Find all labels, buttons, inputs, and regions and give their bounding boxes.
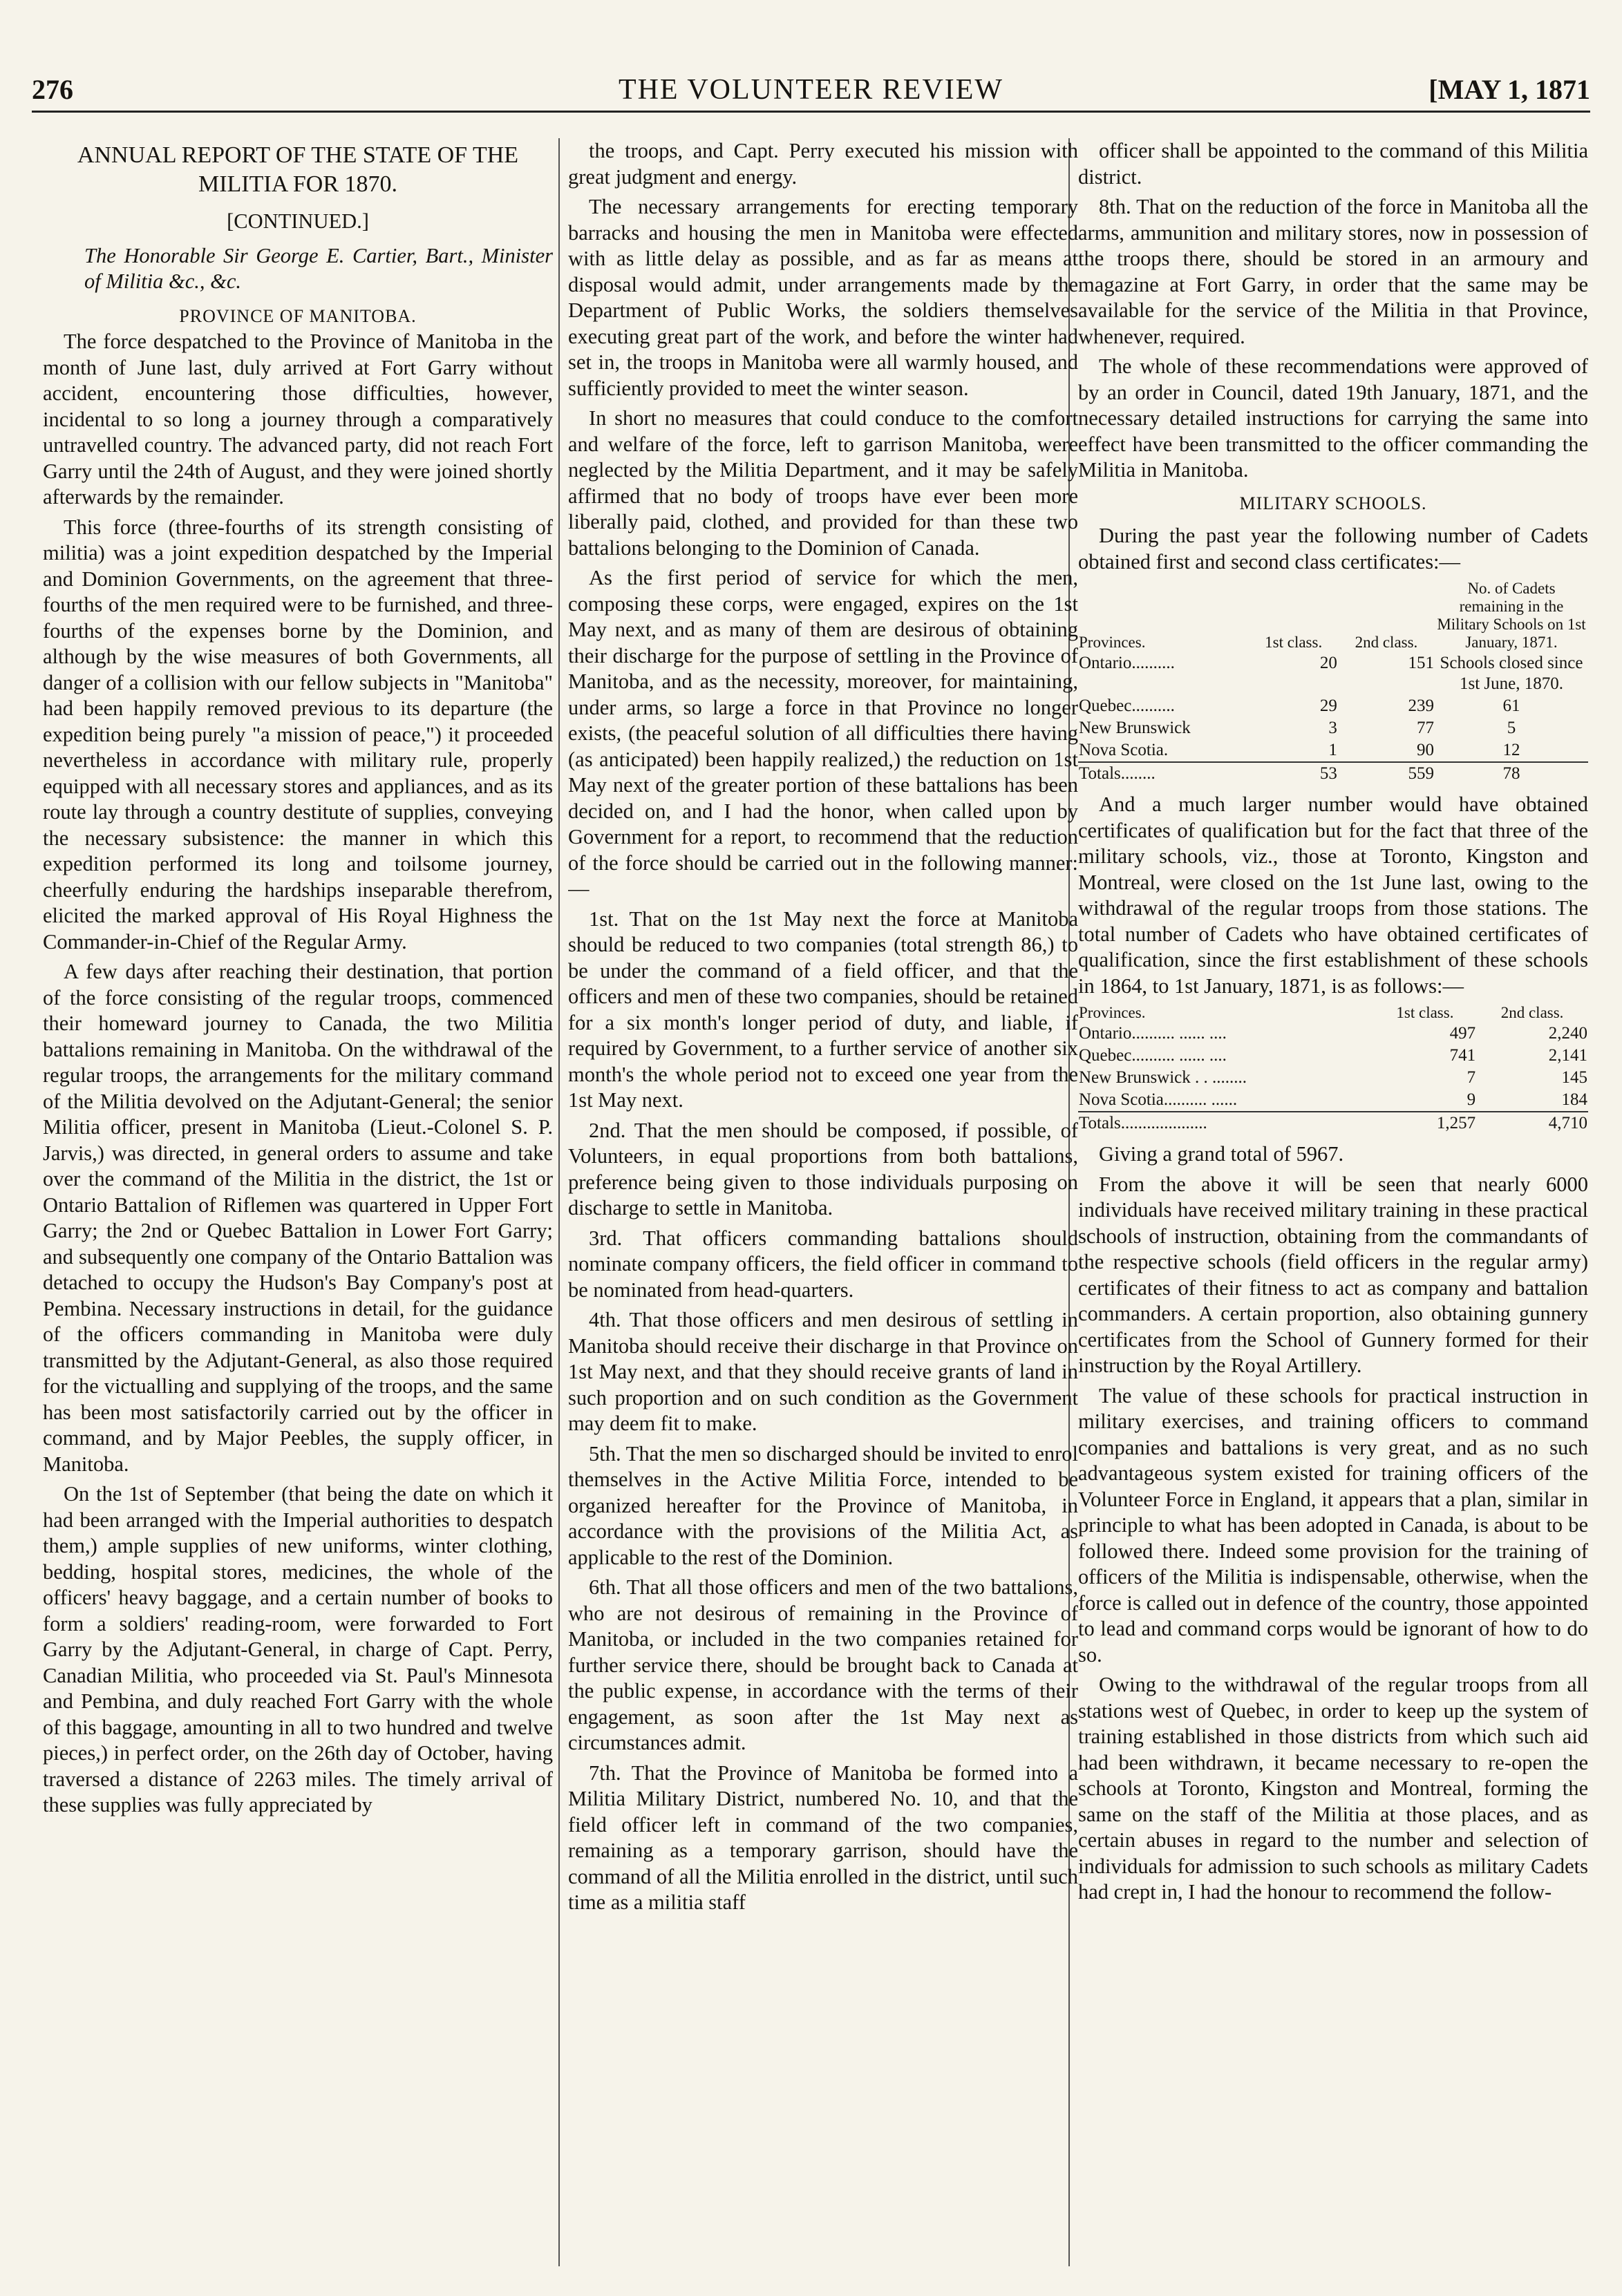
table-cell: 2,240 [1548, 1024, 1587, 1043]
table-cell: 7 [1467, 1068, 1476, 1087]
table-cell: 12 [1502, 741, 1520, 759]
table-cell: Schools closed since 1st June, 1870. [1440, 654, 1583, 693]
paragraph: the troops, and Capt. Perry executed his mission with great judgment and energy. [568, 139, 1078, 189]
continued-label: [CONTINUED.] [227, 209, 369, 233]
table-cell: 239 [1408, 696, 1434, 715]
paragraph: During the past year the following number of Cadets obtained first and second class certificates:— [1078, 524, 1588, 573]
table-cell: 29 [1319, 696, 1337, 715]
paragraph: 2nd. That the men should be composed, if possible, of Volunteers, in equal proportions from both battalions, preference being given to those individuals purposing on discharge to settle in Manitoba. [568, 1118, 1078, 1220]
column-1 [43, 138, 553, 2266]
paragraph: Owing to the withdrawal of the regular troops from all stations west of Quebec, in order to keep up the system of training established in those districts from which such aid had been withdrawn, it became necessary to re-open the schools at Toronto, Kingston and Montreal, forming the same on the staff of the Militia at those places, and as certain abuses in regard to the number and selection of individuals for admission to such schools as military Cadets had crept in, I had the honour to recommend the follow- [1078, 1673, 1588, 1904]
column-2 [568, 138, 1078, 2266]
grand-total-line: Giving a grand total of 5967. [1099, 1142, 1344, 1166]
paragraph: The necessary arrangements for erecting temporary barracks and housing the men in Manitoba were effected with as little delay as possible, and as far as means at disposal would admit, under arrangements made by the Department of Public Works, the soldiers themselves executing great part of the work, and before the winter had set in, the troops in Manitoba were all warmly housed, and sufficiently provided to meet the winter season. [568, 195, 1078, 400]
paragraph: And a much larger number would have obtained certificates of qualification but for the fact that three of the military schools, viz., those at Toronto, Kingston and Montreal, were closed on the 1st June last, owing to the withdrawal of the regular troops from those stations. The total number of Cadets who have obtained certificates of qualification, since the first establishment of these schools in 1864, to 1st January, 1871, is as follows:— [1078, 793, 1588, 998]
table-cell: 61 [1502, 696, 1520, 715]
table-header: No. of Cadets remaining in the Military Schools on 1st January, 1871. [1437, 580, 1586, 651]
paragraph: 6th. That all those officers and men of the two battalions, who are not desirous of remaining in the Province of Manitoba, or included in the two companies retained for further service there, should be brought back to Canada at the public expense, in accordance with the terms of their engagement, as soon after the 1st May next as circumstances admit. [568, 1575, 1078, 1754]
table-row [1078, 1089, 1588, 1112]
issue-date: [MAY 1, 1871 [1428, 74, 1590, 105]
table-row [1078, 1023, 1588, 1045]
table-cell: 1 [1328, 741, 1337, 759]
cadets-1870-table [1078, 579, 1588, 785]
table-cell: 3 [1328, 719, 1337, 737]
table-row [1078, 739, 1588, 762]
table-cell: 2,141 [1548, 1046, 1587, 1065]
newspaper-title: THE VOLUNTEER REVIEW [618, 74, 1004, 106]
table-row [1078, 695, 1588, 717]
paragraph: 5th. That the men so discharged should be invited to enrol themselves in the Active Militia Force, intended to be organized hereafter for the Province of Manitoba, in accordance with the provisions of the Militia Act, as applicable to the rest of the Dominion. [568, 1441, 1078, 1569]
table-row [1078, 717, 1588, 739]
table-cell: 151 [1408, 654, 1434, 672]
table-totals-row [1078, 1112, 1588, 1135]
table-cell: 53 [1249, 762, 1338, 785]
paragraph: In short no measures that could conduce to the comfort and welfare of the force, left to garrison Manitoba, were neglected by the Militia Department, and it may be safely affirmed that no body of troops have ever been more liberally paid, clothed, and provided for than these two battalions belonging to the Dominion of Canada. [568, 406, 1078, 560]
addressee: The Honorable Sir George E. Cartier, Bart., Minister of Militia &c., &c. [84, 243, 553, 293]
paragraph: 4th. That those officers and men desirous of settling in Manitoba should receive their discharge in that Province on 1st May next, and that they should receive grants of land in such proportion and on such condition as the Government may deem fit to make. [568, 1308, 1078, 1435]
table-cell: Totals........ [1078, 762, 1249, 785]
table-header: 2nd class. [1355, 634, 1418, 651]
table-cell: 145 [1561, 1068, 1587, 1087]
section-heading-schools: MILITARY SCHOOLS. [1239, 493, 1427, 513]
paragraph: 8th. That on the reduction of the force in Manitoba all the arms, ammunition and military stores, now in possession of the troops there, should be stored in an armoury and magazine at Fort Garry, in order that the same may be available for the service of the Militia in that Province, whenever, required. [1078, 195, 1588, 348]
paragraph: The value of these schools for practical instruction in military exercises, and training officers to command companies and battalions is very great, and as no such advantageous system existed for training officers of the Volunteer Force in England, it appears that a plan, similar in principle to what has been adopted in Canada, is about to be followed there. Indeed some provision for the training of officers of the Militia is indispensable, otherwise, when the force is called out in defence of the country, those appointed to lead and command corps would be ignorant of how to do so. [1078, 1383, 1588, 1667]
table-cell: 4,710 [1476, 1112, 1588, 1135]
table-cell: 5 [1507, 719, 1516, 737]
article-title: ANNUAL REPORT OF THE STATE OF THE MILITIA FOR 1870. [77, 142, 519, 197]
table-cell: Ontario.......... [1079, 654, 1175, 672]
table-totals-row [1078, 762, 1588, 785]
paragraph: 1st. That on the 1st May next the force at Manitoba should be reduced to two companies (total strength 86,) to be under the command of a field officer, and that the officers and men of these two companies, should be retained for a six month's longer period of duty, and liable, if required by Government, to a further service of another six month's the whole period not to exceed one year from the 1st May next. [568, 907, 1078, 1112]
table-cell: 559 [1338, 762, 1435, 785]
table-cell: Quebec.......... ...... .... [1079, 1046, 1227, 1065]
paragraph: The force despatched to the Province of Manitoba in the month of June last, duly arrived at Fort Garry without accident, encountering those difficulties, however, incidental to so long a journey through a comparatively untravelled country. The advanced party, did not reach Fort Garry until the 24th of August, and they were joined shortly afterwards by the remainder. [43, 330, 553, 509]
table-cell: 77 [1417, 719, 1434, 737]
table-cell: Nova Scotia.......... ...... [1079, 1090, 1238, 1109]
table-cell: Quebec.......... [1079, 696, 1175, 715]
page-header [32, 69, 1590, 113]
paragraph: From the above it will be seen that nearly 6000 individuals have received military training in these practical schools of instruction, obtaining from the commandants of the respective schools (field officers in the regular army) certificates of their fitness to act as company and battalion commanders. A certain proportion, also obtaining gunnery certificates from the School of Gunnery formed for their instruction by the Royal Artillery. [1078, 1172, 1588, 1377]
table-cell: 1,257 [1374, 1112, 1476, 1135]
column-divider [558, 138, 560, 2266]
table-cell: 90 [1417, 741, 1434, 759]
paragraph: 3rd. That officers commanding battalions should nominate company officers, the field officer in command to be nominated from head-quarters. [568, 1226, 1078, 1302]
page-number: 276 [32, 74, 73, 105]
section-heading-manitoba: PROVINCE OF MANITOBA. [179, 305, 417, 326]
cadets-total-table [1078, 1003, 1588, 1135]
table-header: 1st class. [1396, 1004, 1454, 1021]
table-cell: 497 [1449, 1024, 1476, 1043]
table-cell: Totals.................... [1078, 1112, 1374, 1135]
paragraph: A few days after reaching their destination, that portion of the force consisting of the regular troops, commenced their homeward journey to Canada, the two Militia battalions remaining in Manitoba. On the withdrawal of the regular troops, the arrangements for the military command of the Militia devolved on the Adjutant-General; the senior Militia officer, present in Manitoba (Lieut.-Colonel S. P. Jarvis,) was directed, in general orders to assume and take over the command of the Militia in the district, the 1st or Ontario Battalion of Riflemen was quartered in Upper Fort Garry; the 2nd or Quebec Battalion in Lower Fort Garry; and subsequently one company of the Ontario Battalion was detached to occupy the Hudson's Bay Company's post at Pembina. Necessary instructions in detail, for the guidance of the officers commanding in Manitoba were duly transmitted by the Adjutant-General, as also those required for the victualling and supplying of the troops, and the same has been most satisfactorily carried out by the officer in command, and by Major Peebles, the supply officer, in Manitoba. [43, 960, 553, 1476]
paragraph: 7th. That the Province of Manitoba be formed into a Militia Military District, numbered No. 10, and that the field officer left in command of the two companies, remaining as a temporary garrison, should have the command of all the Militia enrolled in the district, until such time as a militia staff [568, 1761, 1078, 1914]
table-header: Provinces. [1079, 1004, 1146, 1021]
paragraph: The whole of these recommendations were approved of by an order in Council, dated 19th January, 1871, and the necessary detailed instructions for carrying the same into effect have been transmitted to the officer commanding the Militia in Manitoba. [1078, 354, 1588, 482]
table-cell: New Brunswick . . ........ [1079, 1068, 1247, 1087]
table-cell: 184 [1561, 1090, 1587, 1109]
table-cell: 78 [1435, 762, 1588, 785]
paragraph: As the first period of service for which the men, composing these corps, were engaged, expires on the 1st May next, and as many of them are desirous of obtaining their discharge for the purpose of settling in the Province of Manitoba, and as the necessity, moreover, for maintaining, under arms, so large a force in that Province no longer exists, (the peaceful solution of all difficulties there having (as anticipated) been happily realized,) the reduction on 1st May next of the greater portion of these battalions has been decided on, and I had the honor, when called upon by Government for a report, to recommend that the reduction of the force should be carried out in the following manner:— [568, 566, 1078, 900]
paragraph: On the 1st of September (that being the date on which it had been arranged with the Imperial authorities to despatch them,) ample supplies of new uniforms, winter clothing, bedding, hospital stores, medicines, the whole of the officers' heavy baggage, and a certain number of books to form a soldiers' reading-room, were forwarded to Fort Garry by the Adjutant-General, in charge of Capt. Perry, Canadian Militia, who proceeded via St. Paul's Minnesota and Pembina, and duly reached Fort Garry with the whole of this baggage, amounting in all to two hundred and twelve pieces,) in perfect order, on the 26th day of October, having traversed a distance of 2263 miles. The timely arrival of these supplies was fully appreciated by [43, 1482, 553, 1816]
table-cell: 20 [1319, 654, 1337, 672]
table-row [1078, 1067, 1588, 1089]
table-row [1078, 1045, 1588, 1067]
table-header: 1st class. [1265, 634, 1323, 651]
table-cell: 741 [1449, 1046, 1476, 1065]
table-row [1078, 652, 1588, 695]
paragraph: This force (three-fourths of its strength consisting of militia) was a joint expedition despatched by the Imperial and Dominion Governments, on the agreement that three-fourths of the men required were to be furnished, and three-fourths of the expenses borne by the Dominion, and although by the wise measures of both Governments, all danger of a collision with our fellow subjects in "Manitoba" had been happily removed previous to its departure (the expedition being purely "a mission of peace,") it proceeded nevertheless in accordance with military rule, properly equipped with all necessary stores and appliances, and as its route lay through a country destitute of supplies, conveying the necessary subsistence: the manner in which this expedition performed its long and toilsome journey, cheerfully enduring the hardships inseparable therefrom, elicited the marked approval of His Royal Highness the Commander-in-Chief of the Regular Army. [43, 515, 553, 953]
table-cell: Ontario.......... ...... .... [1079, 1024, 1227, 1043]
table-cell: New Brunswick [1079, 719, 1191, 737]
column-3 [1078, 138, 1588, 2266]
table-header: 2nd class. [1500, 1004, 1564, 1021]
paragraph: officer shall be appointed to the command of this Militia district. [1078, 139, 1588, 189]
table-header: Provinces. [1079, 634, 1146, 651]
table-cell: Nova Scotia. [1079, 741, 1169, 759]
table-cell: 9 [1467, 1090, 1476, 1109]
